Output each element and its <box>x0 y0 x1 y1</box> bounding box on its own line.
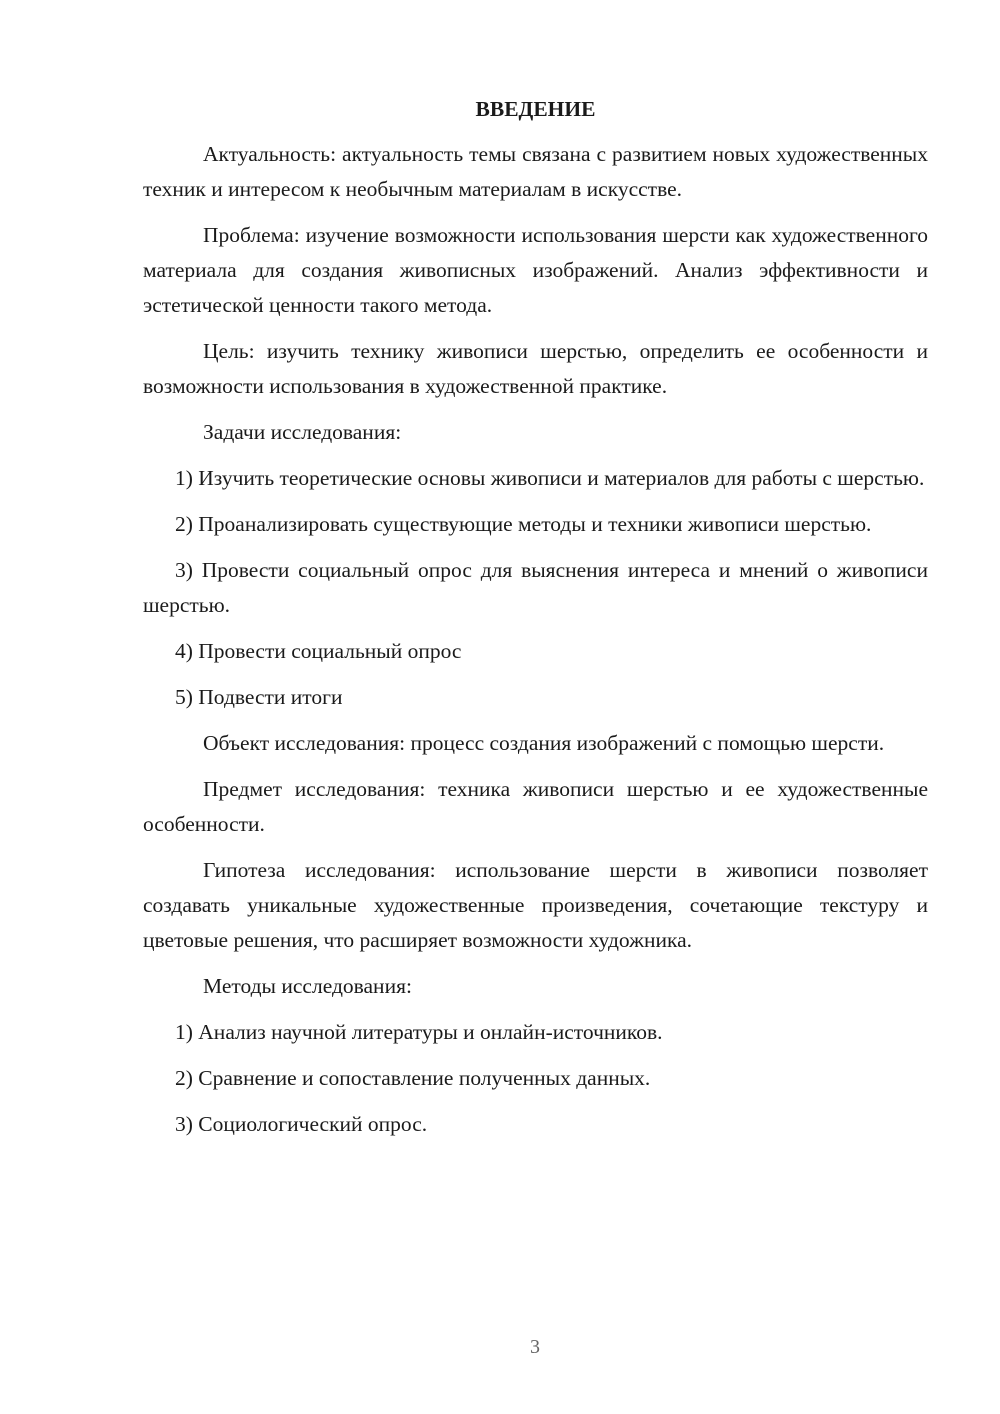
method-item-2: 2) Сравнение и сопоставление полученных данных. <box>175 1066 651 1090</box>
task-item-2: 2) Проанализировать существующие методы и техники живописи шерстью. <box>175 512 872 536</box>
subject-paragraph: Предмет исследования: техника живописи шерстью и ее художественные особенности. <box>143 777 928 836</box>
tasks-heading: Задачи исследования: <box>203 420 402 444</box>
page-number: 3 <box>530 1336 540 1358</box>
task-item-1: 1) Изучить теоретические основы живописи и материалов для работы с шерстью. <box>175 466 925 490</box>
methods-heading: Методы исследования: <box>203 974 412 998</box>
hypothesis-paragraph: Гипотеза исследования: использование шерсти в живописи позволяет создавать уникальные художественные произведения, сочетающие текстуру и цветовые решения, что расширяет возможности художника. <box>143 858 928 952</box>
actuality-paragraph: Актуальность: актуальность темы связана с развитием новых художественных техник и интересом к необычным материалам в искусстве. <box>143 142 928 201</box>
page-title: ВВЕДЕНИЕ <box>475 97 596 121</box>
method-item-1: 1) Анализ научной литературы и онлайн-источников. <box>175 1020 663 1044</box>
method-item-3: 3) Социологический опрос. <box>175 1112 428 1136</box>
document-page <box>143 92 928 1153</box>
object-paragraph: Объект исследования: процесс создания изображений с помощью шерсти. <box>203 731 885 755</box>
task-item-3: 3) Провести социальный опрос для выяснения интереса и мнений о живописи шерстью. <box>143 558 928 617</box>
goal-paragraph: Цель: изучить технику живописи шерстью, определить ее особенности и возможности использования в художественной практике. <box>143 339 928 398</box>
task-item-4: 4) Провести социальный опрос <box>175 639 462 663</box>
task-item-5: 5) Подвести итоги <box>175 685 343 709</box>
problem-paragraph: Проблема: изучение возможности использования шерсти как художественного материала для создания живописных изображений. Анализ эффективности и эстетической ценности такого метода. <box>143 223 928 317</box>
